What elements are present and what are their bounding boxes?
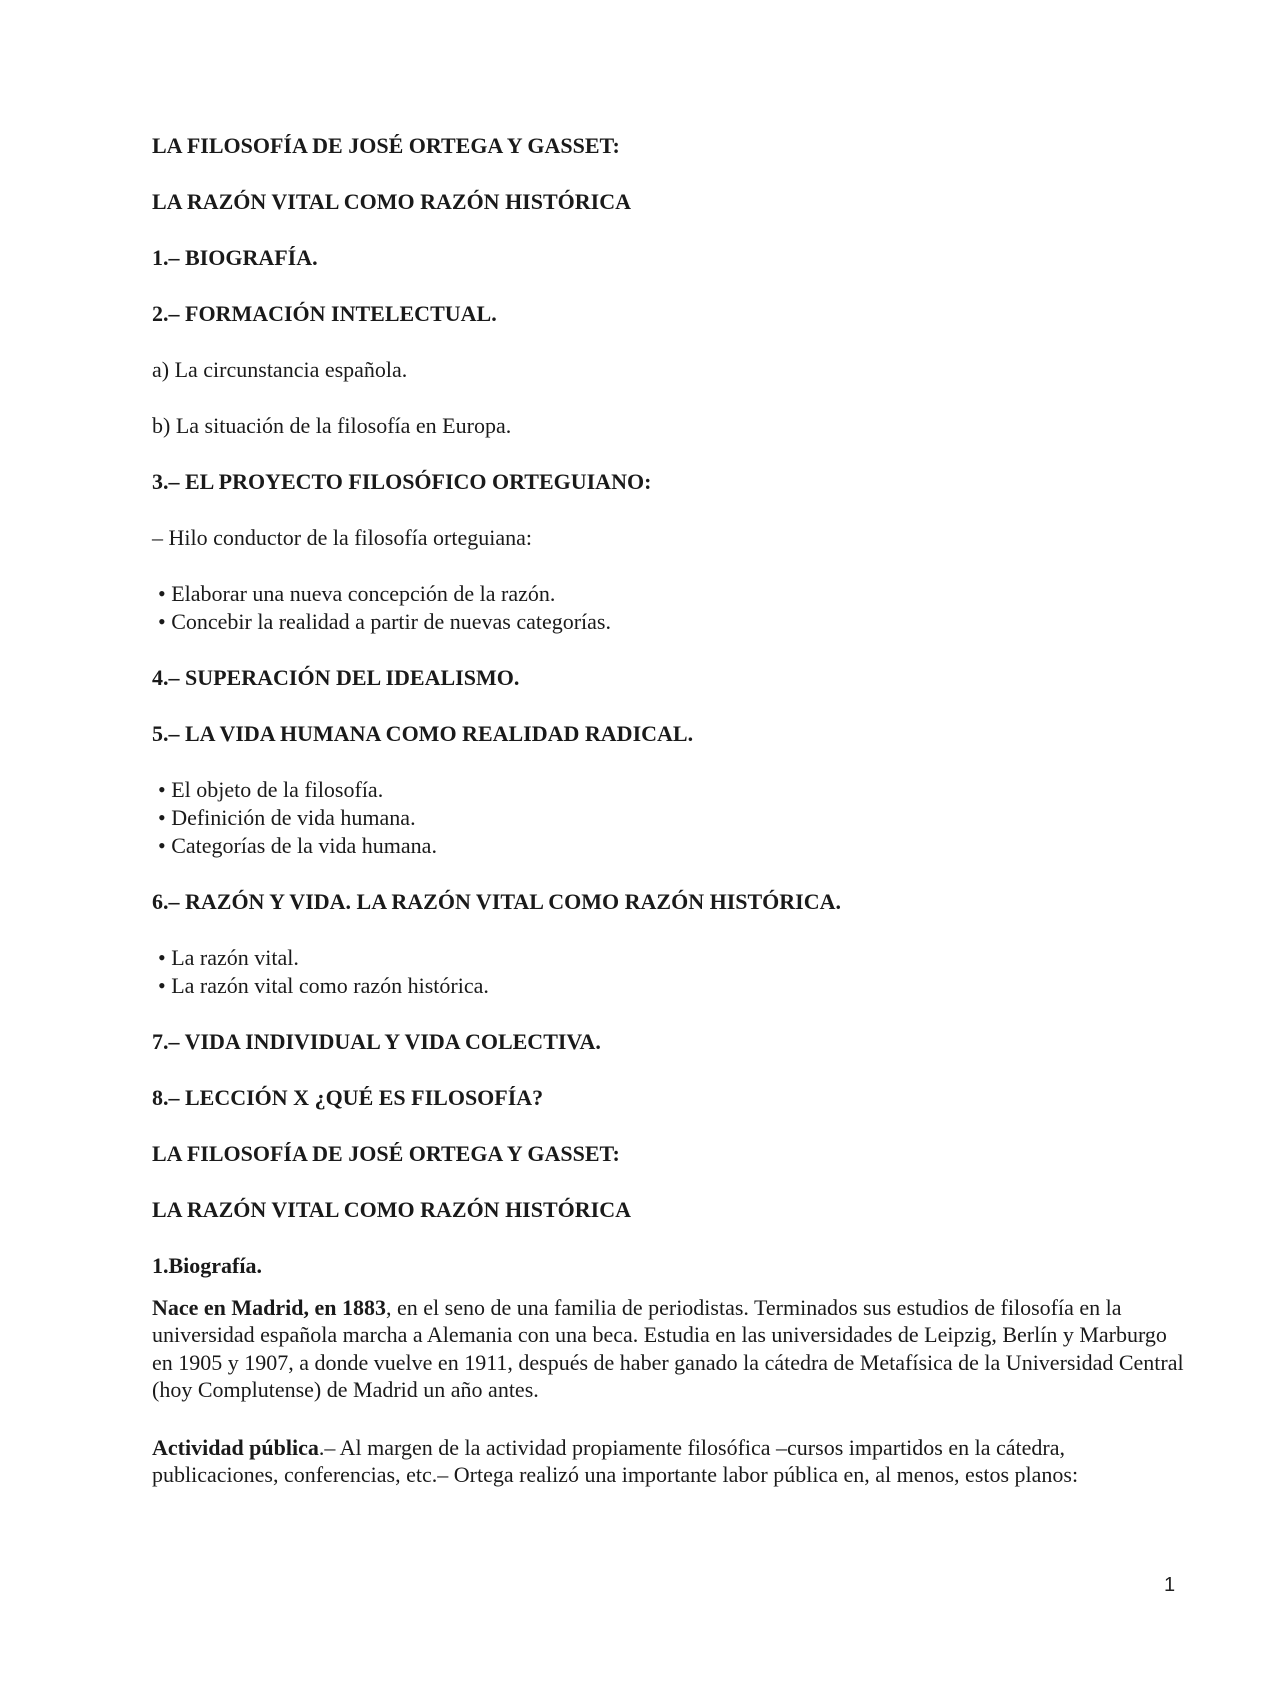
toc-section-5-bullet-1: • El objeto de la filosofía.	[158, 777, 384, 802]
toc-section-4: 4.– SUPERACIÓN DEL IDEALISMO.	[152, 665, 520, 690]
public-activity-paragraph	[152, 1434, 1192, 1489]
body-title-1: LA FILOSOFÍA DE JOSÉ ORTEGA Y GASSET:	[152, 1141, 620, 1166]
toc-section-6-bullet-1: • La razón vital.	[158, 945, 299, 970]
biography-heading: 1.Biografía.	[152, 1253, 262, 1278]
toc-title-2: LA RAZÓN VITAL COMO RAZÓN HISTÓRICA	[152, 189, 631, 214]
toc-section-5-bullet-3: • Categorías de la vida humana.	[158, 833, 437, 858]
toc-section-2: 2.– FORMACIÓN INTELECTUAL.	[152, 301, 497, 326]
toc-section-6: 6.– RAZÓN Y VIDA. LA RAZÓN VITAL COMO RAZÓN HISTÓRICA.	[152, 889, 842, 914]
toc-section-3-intro: – Hilo conductor de la filosofía orteguiana:	[152, 525, 532, 550]
toc-section-2b: b) La situación de la filosofía en Europa.	[152, 413, 512, 438]
toc-title-1: LA FILOSOFÍA DE JOSÉ ORTEGA Y GASSET:	[152, 133, 620, 158]
toc-section-5-bullet-2: • Definición de vida humana.	[158, 805, 416, 830]
toc-section-5: 5.– LA VIDA HUMANA COMO REALIDAD RADICAL.	[152, 721, 694, 746]
biography-lead: Nace en Madrid, en 1883	[152, 1295, 387, 1320]
toc-section-8: 8.– LECCIÓN X ¿QUÉ ES FILOSOFÍA?	[152, 1085, 544, 1110]
toc-section-3-bullet-1: • Elaborar una nueva concepción de la razón.	[158, 581, 556, 606]
document-page	[152, 0, 1192, 1703]
biography-text: , en el seno de una familia de periodistas. Terminados sus estudios de filosofía en la universidad española marcha a Alemania con una beca. Estudia en las universidades de Leipzig, Berlín y Marburgo en 1905 y 1907, a donde vuelve en 1911, después de haber ganado la cátedra de Metafísica de la Universidad Central (hoy Complutense) de Madrid un año antes.	[152, 1295, 1184, 1402]
page-number: 1	[1164, 1574, 1176, 1596]
biography-paragraph	[152, 1294, 1192, 1403]
public-activity-text: .– Al margen de la actividad propiamente filosófica –cursos impartidos en la cátedra, publicaciones, conferencias, etc.– Ortega realizó una importante labor pública en, al menos, estos planos:	[152, 1435, 1079, 1488]
public-activity-lead: Actividad pública	[152, 1435, 319, 1460]
toc-section-3-bullet-2: • Concebir la realidad a partir de nuevas categorías.	[158, 609, 611, 634]
toc-section-6-bullet-2: • La razón vital como razón histórica.	[158, 973, 489, 998]
toc-section-7: 7.– VIDA INDIVIDUAL Y VIDA COLECTIVA.	[152, 1029, 601, 1054]
toc-section-2a: a) La circunstancia española.	[152, 357, 408, 382]
body-title-2: LA RAZÓN VITAL COMO RAZÓN HISTÓRICA	[152, 1197, 631, 1222]
toc-section-3: 3.– EL PROYECTO FILOSÓFICO ORTEGUIANO:	[152, 469, 652, 494]
toc-section-1: 1.– BIOGRAFÍA.	[152, 245, 318, 270]
